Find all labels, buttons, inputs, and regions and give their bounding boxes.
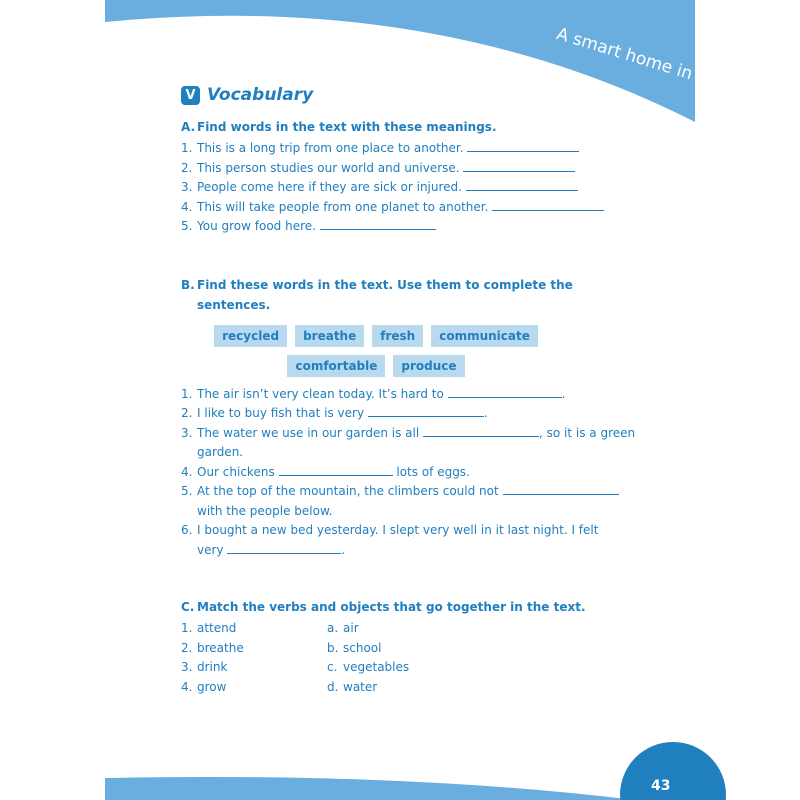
- verb-text: drink: [197, 660, 228, 674]
- word-chip: communicate: [431, 325, 538, 347]
- item-number: 1.: [181, 386, 193, 401]
- list-item: [181, 178, 681, 198]
- workbook-page: [105, 0, 748, 800]
- item-text-after: .: [561, 386, 566, 401]
- object-text: water: [343, 679, 378, 694]
- list-item: [181, 139, 681, 159]
- item-number: 2.: [181, 406, 193, 420]
- list-item: [181, 198, 681, 218]
- item-text: The water we use in our garden is all: [197, 425, 420, 440]
- word-chip: recycled: [214, 325, 287, 347]
- verb-item[interactable]: [181, 658, 327, 678]
- list-item: [181, 463, 681, 483]
- item-letter: a.: [327, 621, 339, 635]
- word-chip: comfortable: [287, 355, 385, 377]
- item-text: You grow food here.: [197, 219, 316, 233]
- item-number: 1.: [181, 621, 193, 635]
- verb-item[interactable]: [181, 639, 327, 659]
- item-text: I like to buy fish that is very: [197, 406, 365, 420]
- answer-blank[interactable]: [448, 385, 562, 398]
- verb-text: breathe: [197, 640, 244, 655]
- item-letter: b.: [327, 640, 339, 655]
- matching-list: [181, 619, 681, 697]
- item-text-after: .: [483, 406, 488, 420]
- list-item: [181, 159, 681, 179]
- list-item: [181, 424, 681, 463]
- list-item: [181, 217, 681, 237]
- item-text: The air isn’t very clean today. It’s hard to: [197, 386, 444, 401]
- answer-blank[interactable]: [503, 482, 619, 495]
- item-text: Our chickens: [197, 464, 275, 479]
- answer-blank[interactable]: [466, 178, 578, 191]
- item-text-cont: with the people below.: [197, 503, 333, 518]
- vocabulary-badge-icon: V: [181, 86, 200, 105]
- item-number: 3.: [181, 425, 193, 440]
- word-bank-row: [181, 325, 571, 347]
- item-text-after: lots of eggs.: [396, 464, 470, 479]
- word-bank-row: [181, 355, 571, 377]
- item-number: 3.: [181, 180, 193, 194]
- item-number: 1.: [181, 141, 193, 155]
- list-item: [181, 404, 681, 424]
- answer-blank[interactable]: [320, 217, 436, 230]
- section-b-heading: [181, 275, 681, 315]
- answer-blank[interactable]: [463, 159, 575, 172]
- page-number: 43: [651, 778, 671, 794]
- section-a-text: Find words in the text with these meanings.: [197, 120, 497, 134]
- match-row: [181, 678, 681, 698]
- object-item[interactable]: [327, 658, 409, 678]
- section-c-number: C.: [181, 600, 195, 614]
- item-text: People come here if they are sick or injured.: [197, 180, 462, 194]
- object-text: school: [343, 640, 382, 655]
- list-item: [181, 521, 681, 560]
- section-b-text-cont: sentences.: [197, 297, 271, 312]
- object-item[interactable]: [327, 639, 381, 659]
- footer-wave: [105, 777, 635, 800]
- item-number: 4.: [181, 679, 193, 694]
- verb-text: attend: [197, 621, 237, 635]
- answer-blank[interactable]: [492, 198, 604, 211]
- item-letter: d.: [327, 679, 339, 694]
- verb-text: grow: [197, 679, 227, 694]
- section-a-heading: [181, 117, 681, 137]
- word-chip: breathe: [295, 325, 364, 347]
- item-number: 5.: [181, 484, 193, 498]
- word-bank: [181, 325, 571, 377]
- item-text: At the top of the mountain, the climbers could not: [197, 484, 499, 498]
- item-text: This person studies our world and universe.: [197, 160, 460, 175]
- verb-item[interactable]: [181, 619, 327, 639]
- item-letter: c.: [327, 660, 338, 674]
- answer-blank[interactable]: [279, 463, 393, 476]
- item-number: 6.: [181, 523, 193, 537]
- item-number: 2.: [181, 160, 193, 175]
- item-text: This will take people from one planet to another.: [197, 199, 489, 214]
- match-row: [181, 658, 681, 678]
- item-text-cont: very: [197, 542, 224, 557]
- object-item[interactable]: [327, 619, 359, 639]
- section-b-number: B.: [181, 277, 195, 292]
- verb-item[interactable]: [181, 678, 327, 698]
- page-number-circle: [620, 742, 726, 800]
- object-item[interactable]: [327, 678, 377, 698]
- answer-blank[interactable]: [368, 404, 484, 417]
- item-number: 5.: [181, 219, 193, 233]
- word-chip: fresh: [372, 325, 423, 347]
- item-number: 4.: [181, 199, 193, 214]
- list-item: [181, 482, 681, 521]
- word-chip: produce: [393, 355, 464, 377]
- item-text: I bought a new bed yesterday. I slept very well in it last night. I felt: [197, 523, 599, 537]
- item-text-after: .: [341, 542, 346, 557]
- worksheet-content: [181, 84, 681, 697]
- item-number: 4.: [181, 464, 193, 479]
- item-number: 3.: [181, 660, 193, 674]
- object-text: air: [343, 621, 359, 635]
- section-a-list: [181, 139, 681, 237]
- section-c-text: Match the verbs and objects that go together in the text.: [197, 600, 586, 614]
- section-b-text: Find these words in the text. Use them to complete the: [197, 277, 573, 292]
- vocabulary-heading: [181, 84, 681, 106]
- section-a-number: A.: [181, 120, 196, 134]
- answer-blank[interactable]: [423, 424, 539, 437]
- item-text-cont: garden.: [197, 445, 244, 459]
- section-b-list: [181, 385, 681, 561]
- section-c-heading: [181, 597, 681, 617]
- item-text-after: , so it is a green: [539, 425, 636, 440]
- match-row: [181, 639, 681, 659]
- vocabulary-title: Vocabulary: [207, 85, 314, 105]
- answer-blank[interactable]: [227, 541, 341, 554]
- object-text: vegetables: [343, 660, 410, 674]
- item-text: This is a long trip from one place to another.: [197, 141, 464, 155]
- list-item: [181, 385, 681, 405]
- match-row: [181, 619, 681, 639]
- page-title: A smart home in space: [554, 24, 748, 101]
- answer-blank[interactable]: [467, 139, 579, 152]
- item-number: 2.: [181, 640, 193, 655]
